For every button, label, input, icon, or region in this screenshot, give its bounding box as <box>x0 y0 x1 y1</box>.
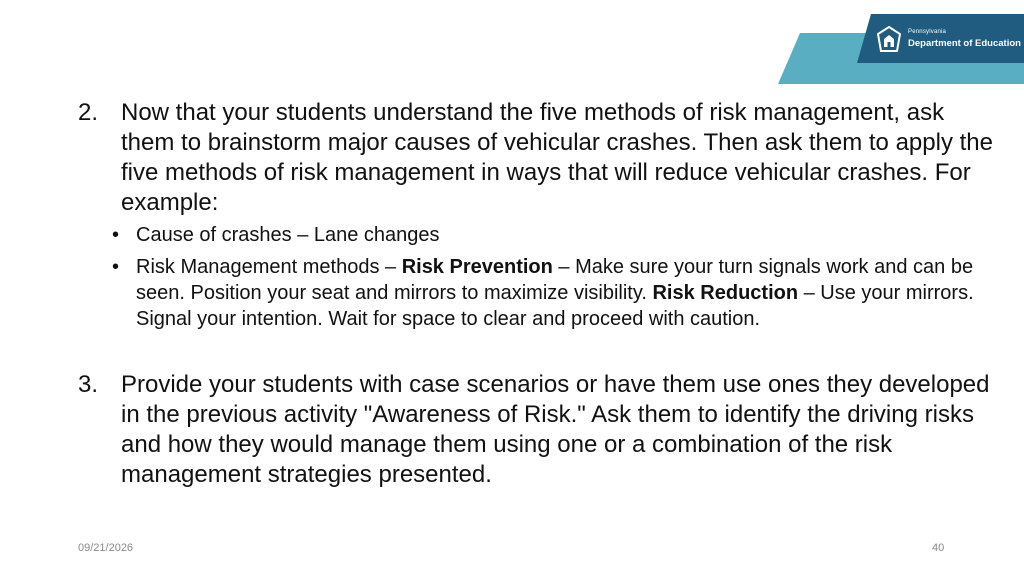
bullet-list <box>112 222 992 338</box>
bullet-marker: • <box>112 224 120 246</box>
step-item <box>78 98 998 218</box>
slide-number: 40 <box>932 542 945 554</box>
step-text: Now that your students understand the five methods of risk management, ask them to brainstorm major causes of vehicular crashes. Then ask them to apply the five methods of risk management in ways that will reduce vehicular crashes. For example: <box>121 99 993 216</box>
step-text: Provide your students with case scenarios or have them use ones they developed in the previous activity "Awareness of Risk." Ask them to identify the driving risks and how they would manage them using one or a combination of the risk management strategies presented. <box>121 371 990 488</box>
bullet-marker: • <box>112 256 120 278</box>
bullet-text-tail: – Use your mirrors. Signal your intention. Wait for space to clear and proceed with caution. <box>136 282 974 330</box>
logo-department-text: Department of Education <box>908 38 1021 49</box>
keystone-schoolhouse-icon <box>877 26 901 52</box>
bullet-text-lead: Risk Management methods – <box>136 256 402 278</box>
bullet-text-bold-reduction: Risk Reduction <box>652 282 799 304</box>
footer-date: 09/21/2026 <box>78 542 134 554</box>
bullet-text-bold-prevention: Risk Prevention <box>401 256 553 278</box>
bullet-text-mid: – Make sure your turn signals work and can be seen. Position your seat and mirrors to maximize visibility. <box>136 256 974 304</box>
step-number: 3. <box>78 371 99 398</box>
step-item <box>78 370 998 490</box>
bullet-item <box>112 254 992 332</box>
bullet-text: Cause of crashes – Lane changes <box>136 224 440 246</box>
logo-state-text: Pennsylvania <box>908 29 947 35</box>
bullet-item <box>112 222 992 248</box>
step-number: 2. <box>78 99 99 126</box>
